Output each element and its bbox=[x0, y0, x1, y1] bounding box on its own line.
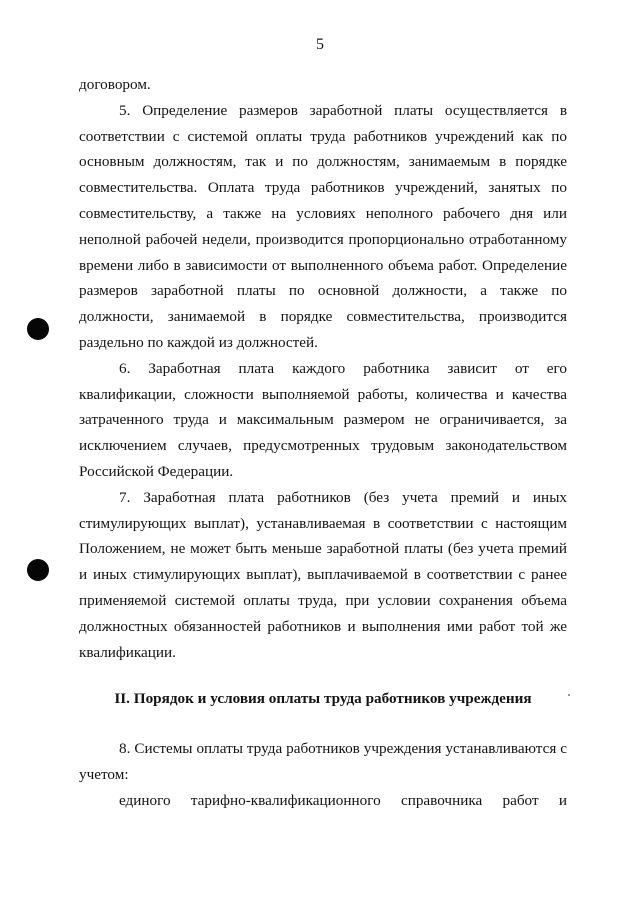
page-number: 5 bbox=[316, 36, 324, 53]
scan-speck bbox=[568, 694, 570, 696]
paragraph-8: 8. Системы оплаты труда работников учреждения устанавливаются с учетом: bbox=[79, 740, 567, 783]
paragraph-8-item: единого тарифно-квалификационного справочника работ и bbox=[119, 791, 567, 809]
paragraph-7: 7. Заработная плата работников (без учета премий и иных стимулирующих выплат), устанавливаемая в соответствии с настоящим Положением, не может быть меньше заработной платы (без учета премий и иных стимулирующих выплат), выплачиваемой в соответствии с ранее применяемой системой оплаты труда, при условии сохранения объема должностных обязанностей работников и выполнения ими работ той же квалификации. bbox=[79, 488, 567, 661]
section-body-text bbox=[79, 736, 567, 813]
paragraph-continuation: договором. bbox=[79, 76, 151, 93]
paragraph-5: 5. Определение размеров заработной платы осуществляется в соответствии с системой оплаты труда работников учреждений как по основным должностям, так и по должностям, занимаемым в порядке совместительства. Оплата труда работников учреждений, занятых по совместительству, а также на условиях неполного рабочего дня или неполной рабочей недели, производится пропорционально отработанному времени либо в зависимости от выполненного объема работ. Определение размеров заработной платы по основной должности, а также по должности, занимаемой в порядке совместительства, производится раздельно по каждой из должностей. bbox=[79, 101, 567, 351]
paragraph-6: 6. Заработная плата каждого работника зависит от его квалификации, сложности выполняемой работы, количества и качества затраченного труда и максимальным размером не ограничивается, за исключением случаев, предусмотренных трудовым законодательством Российской Федерации. bbox=[79, 359, 567, 480]
section-heading: II. Порядок и условия оплаты труда работников учреждения bbox=[114, 690, 532, 707]
body-text bbox=[79, 72, 567, 665]
punch-hole-mark bbox=[27, 559, 49, 581]
punch-hole-mark bbox=[27, 318, 49, 340]
